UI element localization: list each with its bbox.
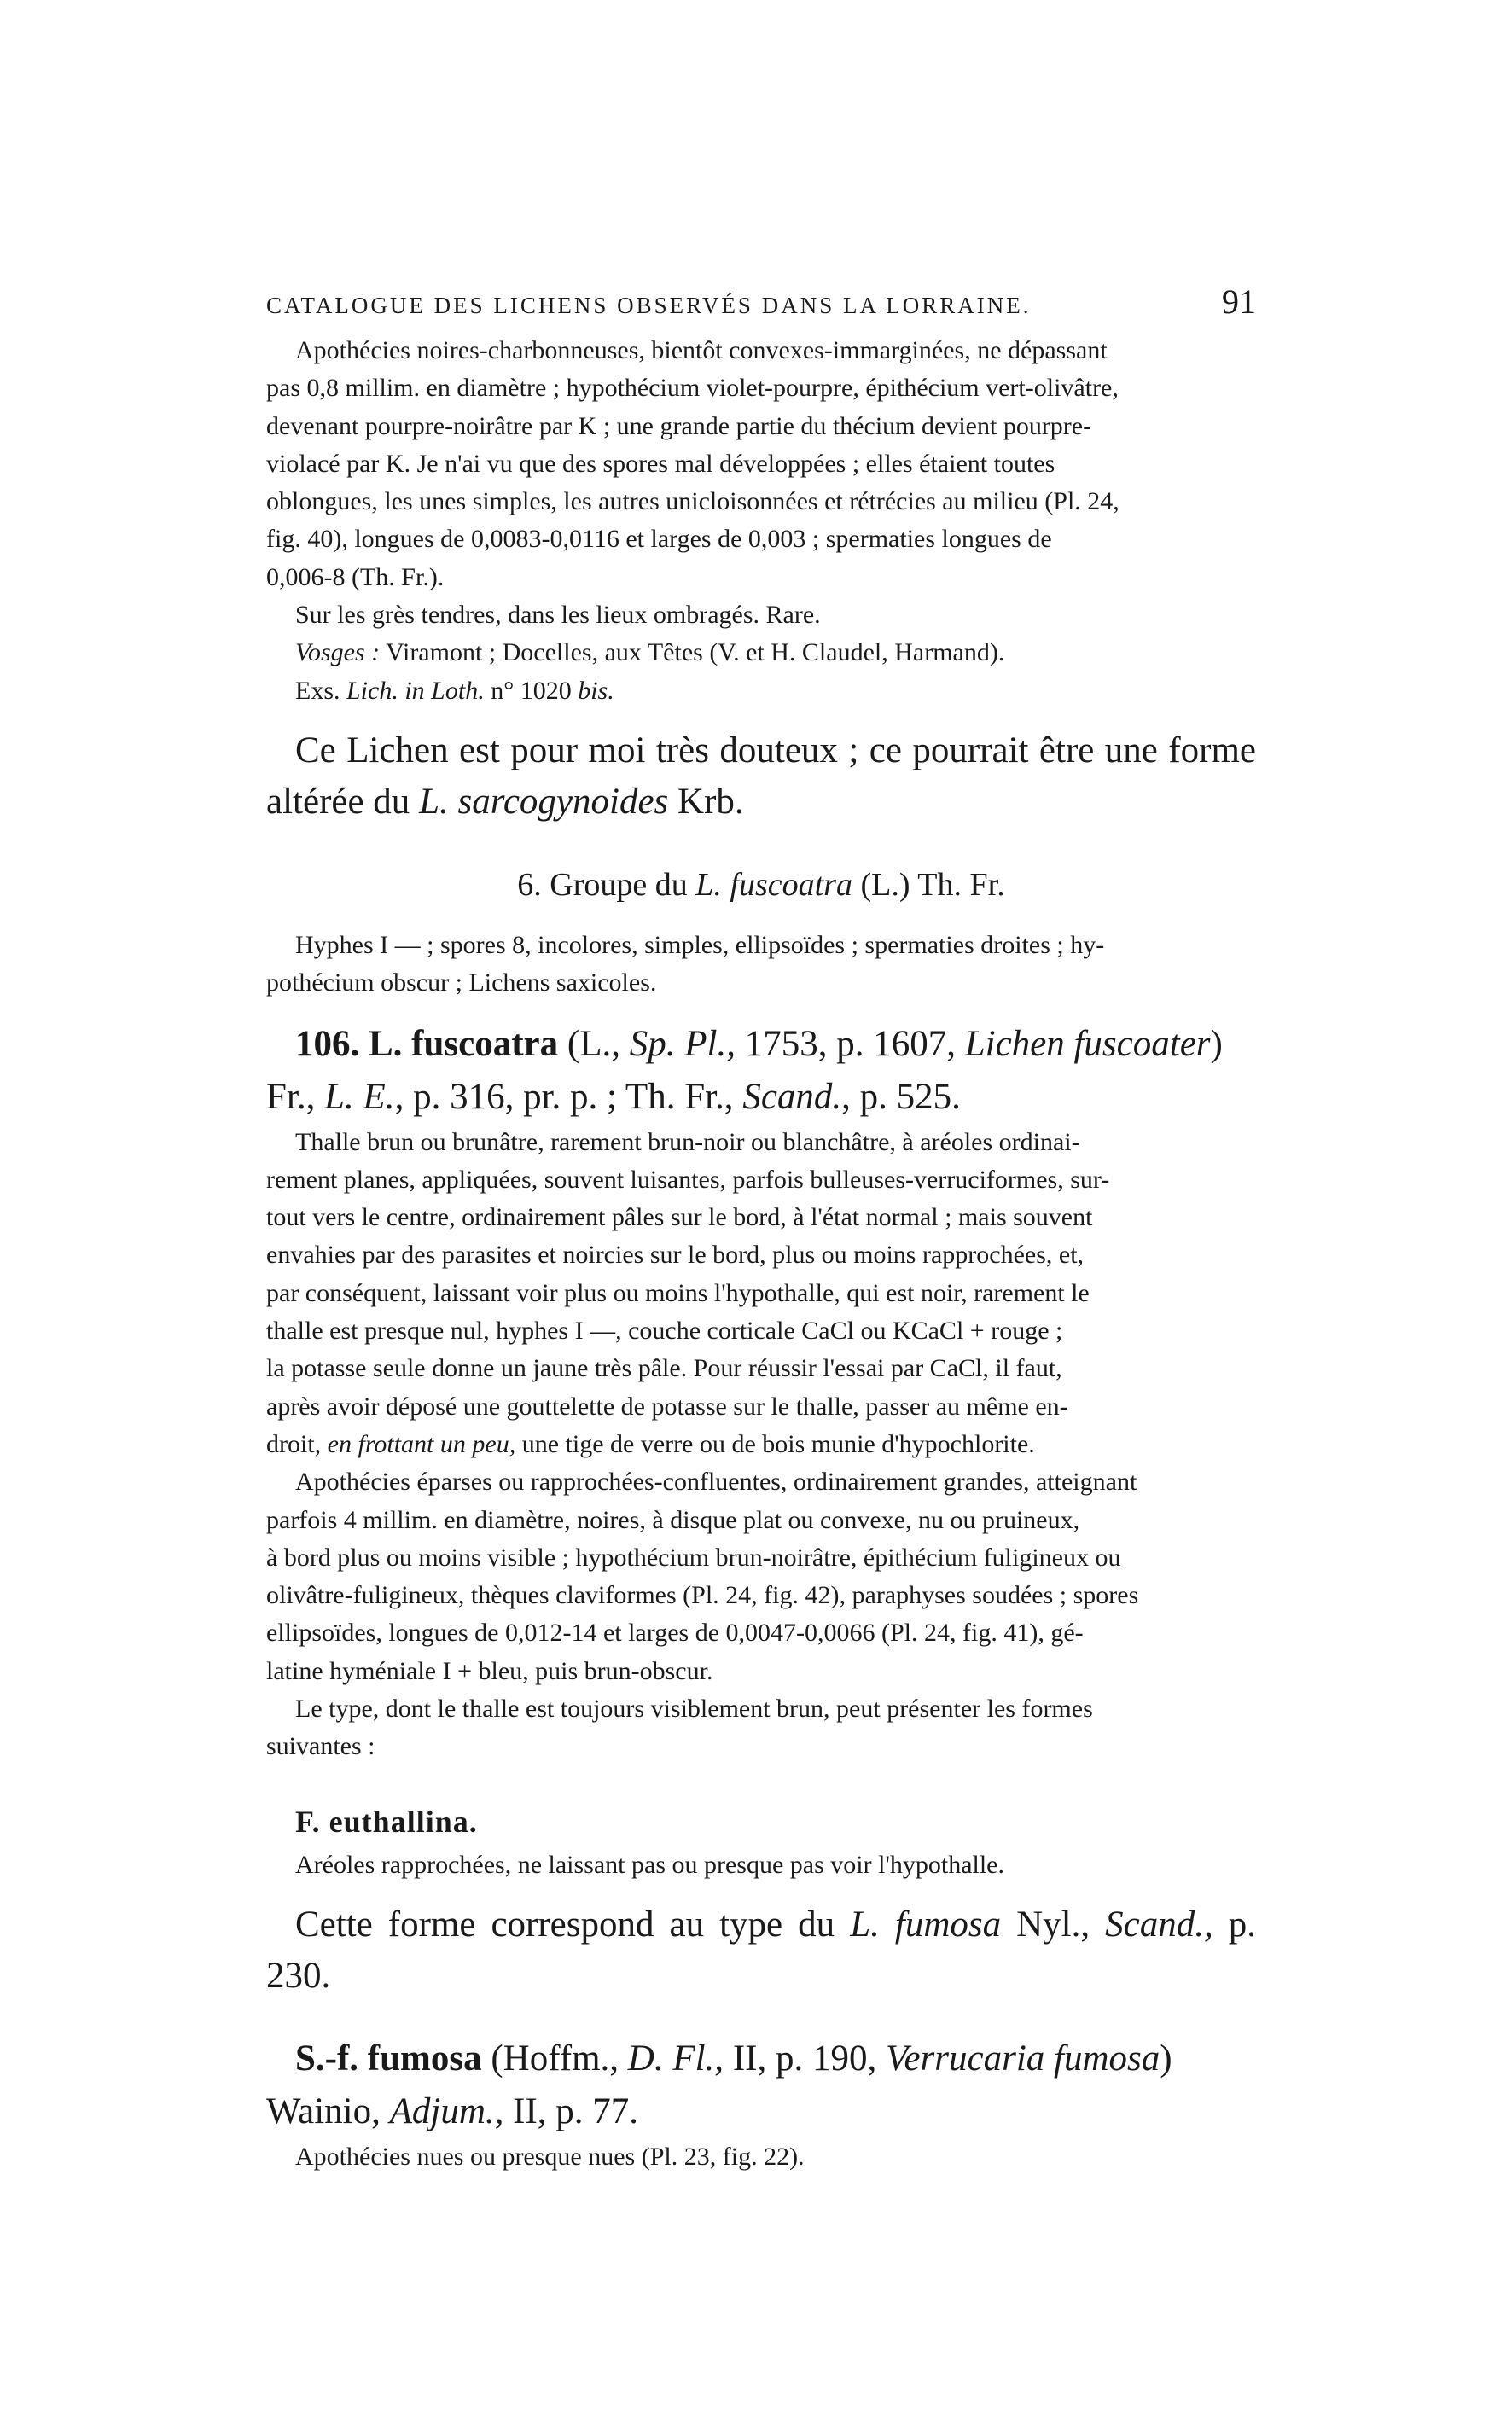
page-number: 91 [1222,282,1256,321]
running-header [266,282,1256,322]
text-line: Le type, dont le thalle est toujours visiblement brun, peut présenter les formes [295,1695,1093,1724]
locality-label: Vosges : [295,638,381,667]
author-comment: Ce Lichen est pour moi très douteux ; ce pourrait être une forme altérée du L. sarcogynoides Krb. [266,730,1256,822]
locality-line [266,634,1256,672]
text-line: Thalle brun ou brunâtre, rarement brun-noir ou blanchâtre, à aréoles ordinai- [295,1127,1080,1156]
text-line: parfois 4 millim. en diamètre, noires, à disque plat ou convexe, nu ou pruineux, [266,1505,1080,1534]
text-line: Aréoles rapprochées, ne laissant pas ou presque pas voir l'hypothalle. [295,1850,1004,1879]
species-heading [266,1018,1256,1124]
text-line: la potasse seule donne un jaune très pâle. Pour réussir l'essai par CaCl, il faut, [266,1354,1062,1383]
exs-prefix: Exs. [295,676,346,705]
exs-suffix: bis. [578,676,614,705]
text-line: olivâtre-fuligineux, thèques claviformes (Pl. 24, fig. 42), paraphyses soudées ; spores [266,1581,1139,1610]
form-description [266,1846,1256,1884]
text-line: rement planes, appliquées, souvent luisantes, parfois bulleuses-verruciformes, sur- [266,1165,1110,1194]
page [266,282,1256,2176]
group-description [266,927,1256,1003]
text-line: ellipsoïdes, longues de 0,012-14 et larges de 0,0047-0,0066 (Pl. 24, fig. 41), gé- [266,1619,1084,1648]
text-line: Hyphes I — ; spores 8, incolores, simples, ellipsoïdes ; spermaties droites ; hy- [295,930,1105,959]
text-line: devenant pourpre-noirâtre par K ; une grande partie du thécium devient pourpre- [266,411,1092,440]
form-comment: Cette forme correspond au type du L. fumosa Nyl., Scand., p. 230. [266,1904,1257,1996]
text-line: Apothécies éparses ou rapprochées-confluentes, ordinairement grandes, atteignant [295,1468,1137,1497]
text-line: violacé par K. Je n'ai vu que des spores mal développées ; elles étaient toutes [266,449,1055,478]
text-line: à bord plus ou moins visible ; hypothécium brun-noirâtre, épithécium fuligineux ou [266,1543,1121,1572]
genus-name: L. sarcogynoides [419,781,669,822]
subform-description [266,2138,1256,2176]
habitat-line: Sur les grès tendres, dans les lieux ombragés. Rare. [295,601,821,630]
text-line: droit, en frottant un peu, une tige de verre ou de bois munie d'hypochlorite. [266,1429,1035,1458]
text-line: suivantes : [266,1732,375,1761]
text-line: Apothécies nues ou presque nues (Pl. 23, fig. 22). [295,2142,805,2171]
text-line: pas 0,8 millim. en diamètre ; hypothécium violet-pourpre, épithécium vert-olivâtre, [266,374,1119,403]
text-line: fig. 40), longues de 0,0083-0,0116 et larges de 0,003 ; spermaties longues de [266,525,1052,554]
subform-heading-line-1: S.-f. fumosa (Hoffm., D. Fl., II, p. 190, Verrucaria fumosa) [295,2038,1172,2079]
locality-text: Viramont ; Docelles, aux Têtes (V. et H. Claudel, Harmand). [380,638,1005,667]
group-heading: 6. Groupe du L. fuscoatra (L.) Th. Fr. [517,866,1005,903]
text-line: tout vers le centre, ordinairement pâles sur le bord, à l'état normal ; mais souvent [266,1203,1093,1232]
species-description [266,1124,1256,1766]
text-line: thalle est presque nul, hyphes I —, couche corticale CaCl ou KCaCl + rouge ; [266,1317,1063,1346]
subform-heading-line-2: Wainio, Adjum., II, p. 77. [266,2090,639,2131]
species-heading-line-2: Fr., L. E., p. 316, pr. p. ; Th. Fr., Scand., p. 525. [266,1076,961,1117]
text-line: après avoir déposé une gouttelette de potasse sur le thalle, passer au même en- [266,1392,1068,1421]
exs-title: Lich. in Loth. [346,676,485,705]
text-line: latine hyméniale I + bleu, puis brun-obscur. [266,1656,713,1685]
group-species-name: L. fuscoatra [695,866,852,903]
exs-number: n° 1020 [484,676,579,705]
subform-heading [266,2032,1256,2138]
text-line: envahies par des parasites et noircies sur le bord, plus ou moins rapprochées, et, [266,1241,1085,1270]
text-line: oblongues, les unes simples, les autres uniclоisonnées et rétrécies au milieu (Pl. 24, [266,487,1119,516]
subform-name: S.-f. fumosa [295,2038,482,2079]
text-line: par conséquent, laissant voir plus ou moins l'hypothalle, qui est noir, rarement le [266,1278,1090,1307]
exsiccata-line [266,672,1256,710]
text-line: Apothécies noires-charbonneuses, bientôt convexes-immarginées, ne dépassant [295,336,1108,364]
species-heading-line-1: 106. L. fuscoatra (L., Sp. Pl., 1753, p. 1607, Lichen fuscoater) [295,1023,1223,1064]
running-title: CATALOGUE DES LICHENS OBSERVÉS DANS LA LORRAINE. [266,293,1032,318]
text-line: 0,006-8 (Th. Fr.). [266,562,445,591]
text-line: pothécium obscur ; Lichens saxicoles. [266,968,657,997]
description-block-1 [266,332,1256,710]
species-name: 106. L. fuscoatra [295,1023,559,1064]
form-title: F. euthallina. [295,1804,478,1839]
